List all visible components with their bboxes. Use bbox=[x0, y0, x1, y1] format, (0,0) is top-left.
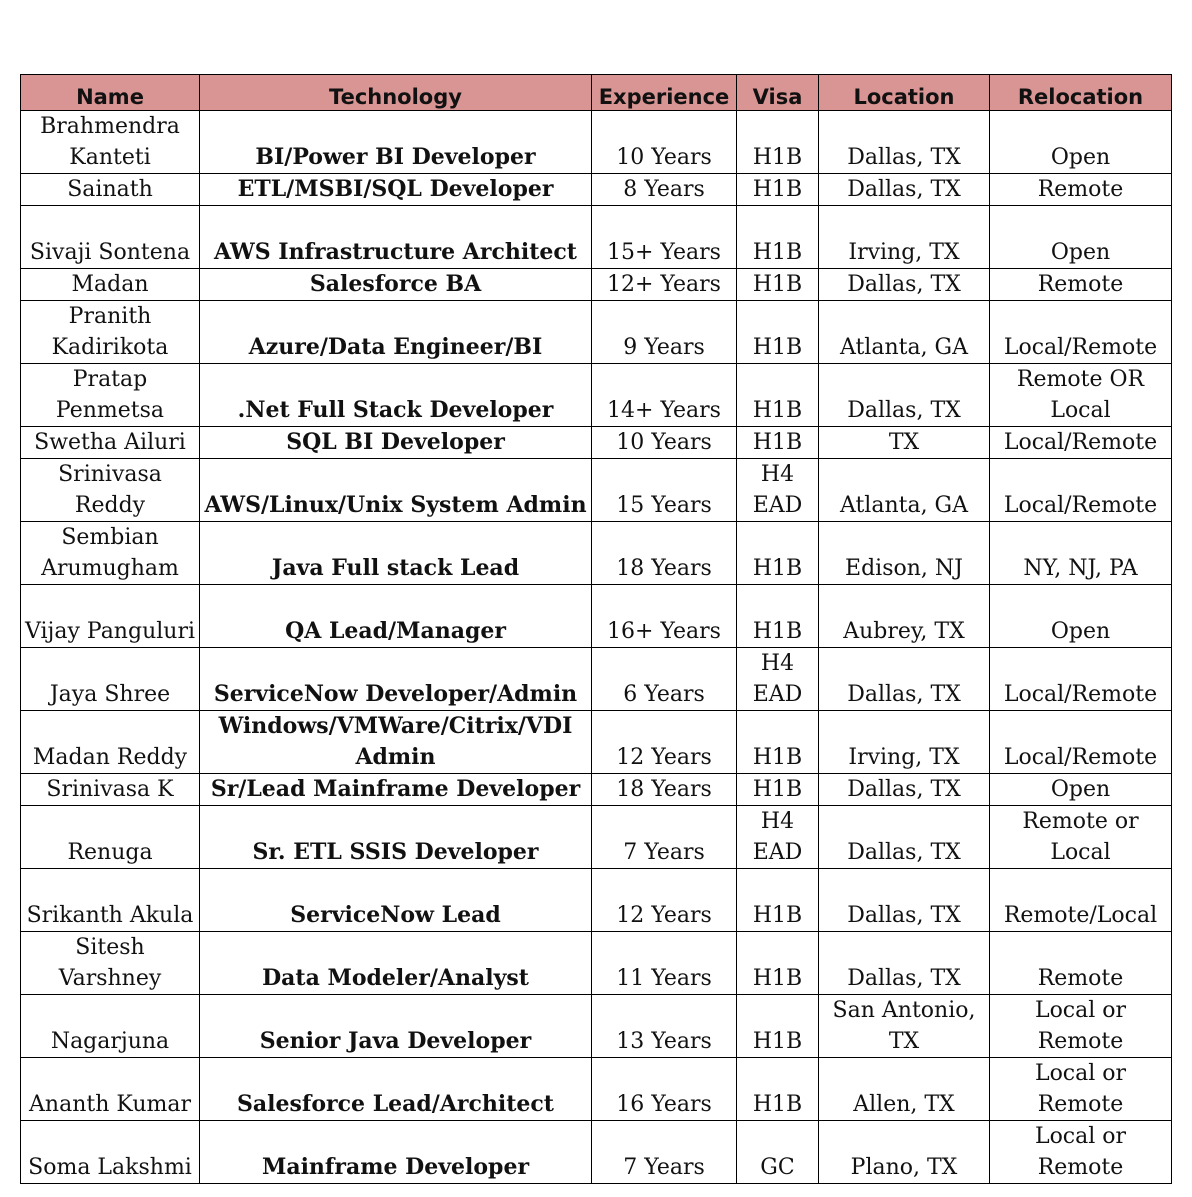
table-row bbox=[21, 111, 1172, 174]
table-row bbox=[21, 206, 1172, 269]
cell-location: Allen, TX bbox=[819, 1058, 990, 1121]
cell-experience: 10 Years bbox=[592, 111, 737, 174]
cell-technology: Senior Java Developer bbox=[200, 995, 592, 1058]
cell-relocation: Remote bbox=[990, 174, 1172, 206]
cell-experience: 18 Years bbox=[592, 774, 737, 806]
cell-relocation: Remote bbox=[990, 932, 1172, 995]
cell-location: Dallas, TX bbox=[819, 869, 990, 932]
cell-location: Dallas, TX bbox=[819, 806, 990, 869]
table-row bbox=[21, 301, 1172, 364]
cell-relocation: Open bbox=[990, 111, 1172, 174]
cell-visa: H1B bbox=[737, 111, 819, 174]
cell-technology: QA Lead/Manager bbox=[200, 585, 592, 648]
cell-technology: Mainframe Developer bbox=[200, 1121, 592, 1184]
cell-visa: H1B bbox=[737, 585, 819, 648]
cell-visa: H1B bbox=[737, 269, 819, 301]
cell-name: Sembian Arumugham bbox=[21, 522, 200, 585]
cell-relocation: Remote bbox=[990, 269, 1172, 301]
cell-experience: 9 Years bbox=[592, 301, 737, 364]
cell-visa: GC bbox=[737, 1121, 819, 1184]
cell-experience: 12+ Years bbox=[592, 269, 737, 301]
cell-location: Atlanta, GA bbox=[819, 301, 990, 364]
table-row bbox=[21, 174, 1172, 206]
cell-relocation: Local or Remote bbox=[990, 1121, 1172, 1184]
cell-visa: H1B bbox=[737, 711, 819, 774]
cell-visa: H1B bbox=[737, 774, 819, 806]
cell-location: Dallas, TX bbox=[819, 174, 990, 206]
cell-name: Madan bbox=[21, 269, 200, 301]
header-experience: Experience bbox=[592, 75, 737, 111]
candidate-table bbox=[20, 74, 1172, 1184]
cell-technology: Data Modeler/Analyst bbox=[200, 932, 592, 995]
cell-experience: 14+ Years bbox=[592, 364, 737, 427]
cell-technology: AWS Infrastructure Architect bbox=[200, 206, 592, 269]
cell-visa: H1B bbox=[737, 932, 819, 995]
cell-experience: 6 Years bbox=[592, 648, 737, 711]
cell-visa: H1B bbox=[737, 364, 819, 427]
cell-location: Dallas, TX bbox=[819, 269, 990, 301]
table-row bbox=[21, 869, 1172, 932]
cell-technology: ServiceNow Developer/Admin bbox=[200, 648, 592, 711]
cell-relocation: NY, NJ, PA bbox=[990, 522, 1172, 585]
cell-visa: H4 EAD bbox=[737, 459, 819, 522]
cell-experience: 12 Years bbox=[592, 711, 737, 774]
cell-experience: 15 Years bbox=[592, 459, 737, 522]
cell-relocation: Remote or Local bbox=[990, 806, 1172, 869]
cell-name: Pratap Penmetsa bbox=[21, 364, 200, 427]
cell-experience: 7 Years bbox=[592, 806, 737, 869]
cell-visa: H1B bbox=[737, 869, 819, 932]
cell-relocation: Open bbox=[990, 585, 1172, 648]
cell-location: Dallas, TX bbox=[819, 774, 990, 806]
header-visa: Visa bbox=[737, 75, 819, 111]
cell-name: Ananth Kumar bbox=[21, 1058, 200, 1121]
cell-technology: ServiceNow Lead bbox=[200, 869, 592, 932]
cell-name: Renuga bbox=[21, 806, 200, 869]
cell-location: Atlanta, GA bbox=[819, 459, 990, 522]
cell-location: Aubrey, TX bbox=[819, 585, 990, 648]
header-technology: Technology bbox=[200, 75, 592, 111]
table-row bbox=[21, 1121, 1172, 1184]
cell-technology: BI/Power BI Developer bbox=[200, 111, 592, 174]
table-row bbox=[21, 585, 1172, 648]
cell-location: Irving, TX bbox=[819, 711, 990, 774]
cell-relocation: Local/Remote bbox=[990, 427, 1172, 459]
table-row bbox=[21, 364, 1172, 427]
header-row bbox=[21, 75, 1172, 111]
cell-experience: 12 Years bbox=[592, 869, 737, 932]
table-row bbox=[21, 269, 1172, 301]
cell-experience: 16 Years bbox=[592, 1058, 737, 1121]
cell-name: Jaya Shree bbox=[21, 648, 200, 711]
cell-name: Nagarjuna bbox=[21, 995, 200, 1058]
header-location: Location bbox=[819, 75, 990, 111]
cell-experience: 10 Years bbox=[592, 427, 737, 459]
table-row bbox=[21, 995, 1172, 1058]
cell-relocation: Local or Remote bbox=[990, 1058, 1172, 1121]
cell-location: Edison, NJ bbox=[819, 522, 990, 585]
table-row bbox=[21, 806, 1172, 869]
cell-name: Swetha Ailuri bbox=[21, 427, 200, 459]
cell-location: Dallas, TX bbox=[819, 648, 990, 711]
cell-visa: H4 EAD bbox=[737, 806, 819, 869]
cell-name: Vijay Panguluri bbox=[21, 585, 200, 648]
table-row bbox=[21, 648, 1172, 711]
table-row bbox=[21, 459, 1172, 522]
cell-relocation: Local/Remote bbox=[990, 711, 1172, 774]
candidate-table-container bbox=[20, 74, 1171, 1184]
cell-name: Sitesh Varshney bbox=[21, 932, 200, 995]
table-row bbox=[21, 427, 1172, 459]
table-row bbox=[21, 1058, 1172, 1121]
cell-technology: Sr/Lead Mainframe Developer bbox=[200, 774, 592, 806]
table-row bbox=[21, 711, 1172, 774]
cell-relocation: Remote/Local bbox=[990, 869, 1172, 932]
cell-visa: H1B bbox=[737, 427, 819, 459]
cell-relocation: Local/Remote bbox=[990, 459, 1172, 522]
cell-experience: 16+ Years bbox=[592, 585, 737, 648]
cell-visa: H1B bbox=[737, 995, 819, 1058]
cell-name: Madan Reddy bbox=[21, 711, 200, 774]
cell-visa: H4 EAD bbox=[737, 648, 819, 711]
cell-relocation: Open bbox=[990, 206, 1172, 269]
cell-name: Soma Lakshmi bbox=[21, 1121, 200, 1184]
cell-visa: H1B bbox=[737, 301, 819, 364]
cell-visa: H1B bbox=[737, 206, 819, 269]
cell-relocation: Local/Remote bbox=[990, 648, 1172, 711]
cell-technology: Azure/Data Engineer/BI bbox=[200, 301, 592, 364]
cell-technology: SQL BI Developer bbox=[200, 427, 592, 459]
header-relocation: Relocation bbox=[990, 75, 1172, 111]
cell-relocation: Local or Remote bbox=[990, 995, 1172, 1058]
cell-name: Srinivasa K bbox=[21, 774, 200, 806]
cell-experience: 13 Years bbox=[592, 995, 737, 1058]
cell-location: Dallas, TX bbox=[819, 364, 990, 427]
cell-name: Srikanth Akula bbox=[21, 869, 200, 932]
cell-name: Sivaji Sontena bbox=[21, 206, 200, 269]
cell-location: Dallas, TX bbox=[819, 932, 990, 995]
header-name: Name bbox=[21, 75, 200, 111]
cell-name: Brahmendra Kanteti bbox=[21, 111, 200, 174]
cell-location: San Antonio, TX bbox=[819, 995, 990, 1058]
cell-experience: 8 Years bbox=[592, 174, 737, 206]
cell-experience: 7 Years bbox=[592, 1121, 737, 1184]
cell-name: Pranith Kadirikota bbox=[21, 301, 200, 364]
cell-relocation: Open bbox=[990, 774, 1172, 806]
cell-location: Plano, TX bbox=[819, 1121, 990, 1184]
table-row bbox=[21, 522, 1172, 585]
cell-experience: 15+ Years bbox=[592, 206, 737, 269]
cell-name: Srinivasa Reddy bbox=[21, 459, 200, 522]
cell-technology: Sr. ETL SSIS Developer bbox=[200, 806, 592, 869]
table-row bbox=[21, 774, 1172, 806]
cell-experience: 11 Years bbox=[592, 932, 737, 995]
cell-location: TX bbox=[819, 427, 990, 459]
cell-technology: Salesforce BA bbox=[200, 269, 592, 301]
cell-relocation: Remote OR Local bbox=[990, 364, 1172, 427]
cell-visa: H1B bbox=[737, 1058, 819, 1121]
cell-experience: 18 Years bbox=[592, 522, 737, 585]
cell-relocation: Local/Remote bbox=[990, 301, 1172, 364]
cell-name: Sainath bbox=[21, 174, 200, 206]
cell-technology: Java Full stack Lead bbox=[200, 522, 592, 585]
cell-visa: H1B bbox=[737, 522, 819, 585]
cell-technology: Windows/VMWare/Citrix/VDI Admin bbox=[200, 711, 592, 774]
cell-visa: H1B bbox=[737, 174, 819, 206]
table-row bbox=[21, 932, 1172, 995]
cell-technology: ETL/MSBI/SQL Developer bbox=[200, 174, 592, 206]
cell-location: Dallas, TX bbox=[819, 111, 990, 174]
cell-technology: .Net Full Stack Developer bbox=[200, 364, 592, 427]
cell-technology: Salesforce Lead/Architect bbox=[200, 1058, 592, 1121]
cell-location: Irving, TX bbox=[819, 206, 990, 269]
cell-technology: AWS/Linux/Unix System Admin bbox=[200, 459, 592, 522]
